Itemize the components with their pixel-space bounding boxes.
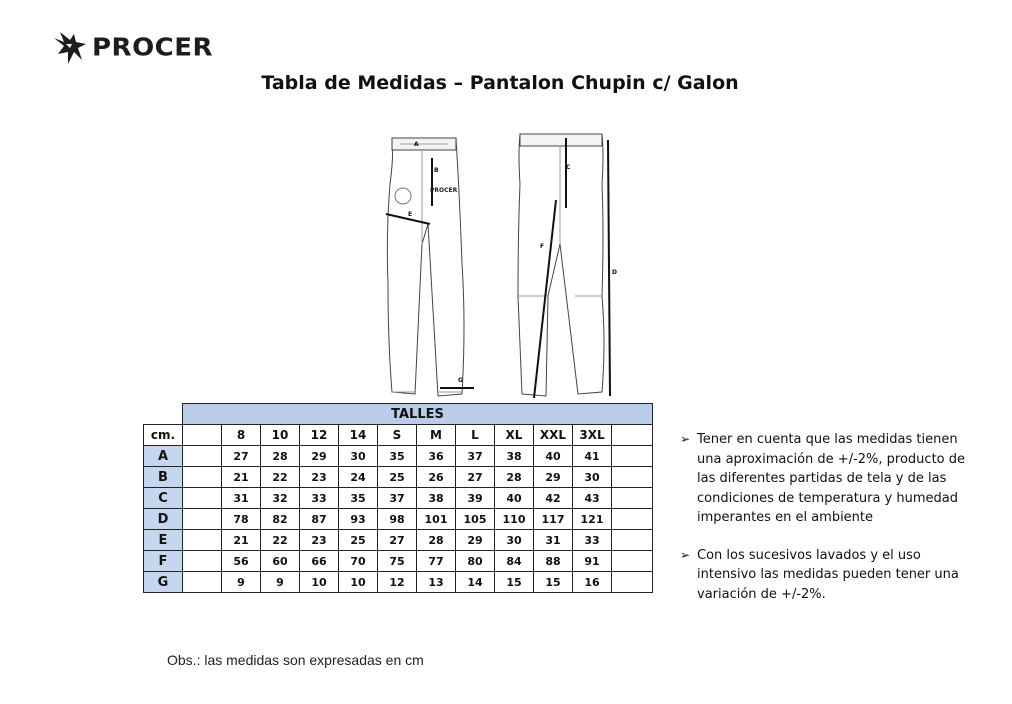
table-cell: 27	[378, 530, 417, 551]
table-cell: 30	[573, 467, 612, 488]
size-header: 14	[339, 425, 378, 446]
table-cell: 21	[222, 467, 261, 488]
table-cell: 35	[378, 446, 417, 467]
label-c: C	[566, 164, 571, 171]
table-cell: 105	[456, 509, 495, 530]
table-cell: 27	[222, 446, 261, 467]
wolf-logo-icon	[52, 30, 90, 66]
table-cell: 29	[300, 446, 339, 467]
table-cell: 16	[573, 572, 612, 593]
table-cell: 35	[339, 488, 378, 509]
pants-brand-label: PROCER	[430, 187, 458, 194]
table-row	[144, 530, 653, 551]
pants-diagram	[370, 124, 640, 404]
brand-logo	[52, 30, 213, 66]
size-table	[143, 403, 653, 593]
table-row	[144, 572, 653, 593]
observation-note: Obs.: las medidas son expresadas en cm	[167, 652, 424, 668]
table-cell: 31	[222, 488, 261, 509]
page-title: Tabla de Medidas – Pantalon Chupin c/ Galon	[261, 72, 739, 94]
table-cell: 38	[417, 488, 456, 509]
table-cell: 101	[417, 509, 456, 530]
table-cell: 39	[456, 488, 495, 509]
note-text: Tener en cuenta que las medidas tienen una aproximación de +/-2%, producto de las diferentes partidas de tela y de las condiciones de temperatura y humedad imperantes en el ambiente	[697, 432, 965, 525]
size-header: 10	[261, 425, 300, 446]
size-header: 3XL	[573, 425, 612, 446]
table-cell: 10	[300, 572, 339, 593]
table-row	[144, 446, 653, 467]
table-row	[144, 467, 653, 488]
table-cell: 28	[261, 446, 300, 467]
table-cell: 43	[573, 488, 612, 509]
row-label: B	[144, 467, 183, 488]
table-cell: 40	[495, 488, 534, 509]
table-cell: 84	[495, 551, 534, 572]
size-header: XL	[495, 425, 534, 446]
table-cell: 77	[417, 551, 456, 572]
table-cell: 30	[495, 530, 534, 551]
table-cell: 36	[417, 446, 456, 467]
brand-wordmark: PROCER	[92, 33, 214, 63]
table-cell: 23	[300, 467, 339, 488]
table-cell: 9	[261, 572, 300, 593]
table-cell: 25	[378, 467, 417, 488]
table-cell: 31	[534, 530, 573, 551]
table-cell: 13	[417, 572, 456, 593]
row-label: F	[144, 551, 183, 572]
arrow-bullet-icon: ➢	[680, 547, 691, 562]
notes-list	[680, 430, 980, 622]
table-cell: 33	[573, 530, 612, 551]
table-cell: 40	[534, 446, 573, 467]
table-cell: 15	[534, 572, 573, 593]
table-cell: 88	[534, 551, 573, 572]
table-cell: 42	[534, 488, 573, 509]
table-cell: 98	[378, 509, 417, 530]
table-cell: 14	[456, 572, 495, 593]
table-cell: 93	[339, 509, 378, 530]
row-label: C	[144, 488, 183, 509]
table-cell: 87	[300, 509, 339, 530]
size-header: 12	[300, 425, 339, 446]
table-cell: 38	[495, 446, 534, 467]
table-cell: 25	[339, 530, 378, 551]
table-cell: 26	[417, 467, 456, 488]
note-text: Con los sucesivos lavados y el uso intensivo las medidas pueden tener una variación de +/-2%.	[697, 547, 959, 602]
size-header: 8	[222, 425, 261, 446]
table-cell: 28	[417, 530, 456, 551]
talles-header: TALLES	[183, 404, 653, 425]
table-cell: 70	[339, 551, 378, 572]
row-label: G	[144, 572, 183, 593]
table-cell: 27	[456, 467, 495, 488]
table-cell: 9	[222, 572, 261, 593]
table-cell: 28	[495, 467, 534, 488]
table-cell: 56	[222, 551, 261, 572]
table-cell: 23	[300, 530, 339, 551]
table-row	[144, 551, 653, 572]
table-cell: 30	[339, 446, 378, 467]
row-label: E	[144, 530, 183, 551]
label-g: G	[458, 377, 463, 384]
table-cell: 75	[378, 551, 417, 572]
table-cell: 117	[534, 509, 573, 530]
table-cell: 78	[222, 509, 261, 530]
label-b: B	[434, 167, 439, 174]
table-cell: 121	[573, 509, 612, 530]
row-label: A	[144, 446, 183, 467]
table-cell: 82	[261, 509, 300, 530]
table-cell: 66	[300, 551, 339, 572]
table-cell: 21	[222, 530, 261, 551]
size-header: XXL	[534, 425, 573, 446]
label-a: A	[414, 141, 419, 148]
size-header: L	[456, 425, 495, 446]
label-d: D	[612, 269, 617, 276]
table-row	[144, 488, 653, 509]
label-e: E	[408, 211, 413, 218]
table-cell: 91	[573, 551, 612, 572]
table-cell: 37	[456, 446, 495, 467]
table-cell: 37	[378, 488, 417, 509]
table-cell: 60	[261, 551, 300, 572]
label-f: F	[540, 243, 545, 250]
table-cell: 22	[261, 467, 300, 488]
table-cell: 24	[339, 467, 378, 488]
table-header-row	[144, 425, 653, 446]
table-cell: 29	[534, 467, 573, 488]
arrow-bullet-icon: ➢	[680, 432, 691, 446]
table-cell: 110	[495, 509, 534, 530]
table-cell: 80	[456, 551, 495, 572]
table-row	[144, 509, 653, 530]
table-cell: 22	[261, 530, 300, 551]
size-header: S	[378, 425, 417, 446]
unit-header: cm.	[144, 425, 183, 446]
table-cell: 10	[339, 572, 378, 593]
row-label: D	[144, 509, 183, 530]
table-cell: 12	[378, 572, 417, 593]
table-cell: 32	[261, 488, 300, 509]
size-header: M	[417, 425, 456, 446]
note-item	[680, 546, 980, 605]
table-cell: 29	[456, 530, 495, 551]
table-cell: 41	[573, 446, 612, 467]
table-cell: 15	[495, 572, 534, 593]
note-item	[680, 430, 980, 528]
table-cell: 33	[300, 488, 339, 509]
